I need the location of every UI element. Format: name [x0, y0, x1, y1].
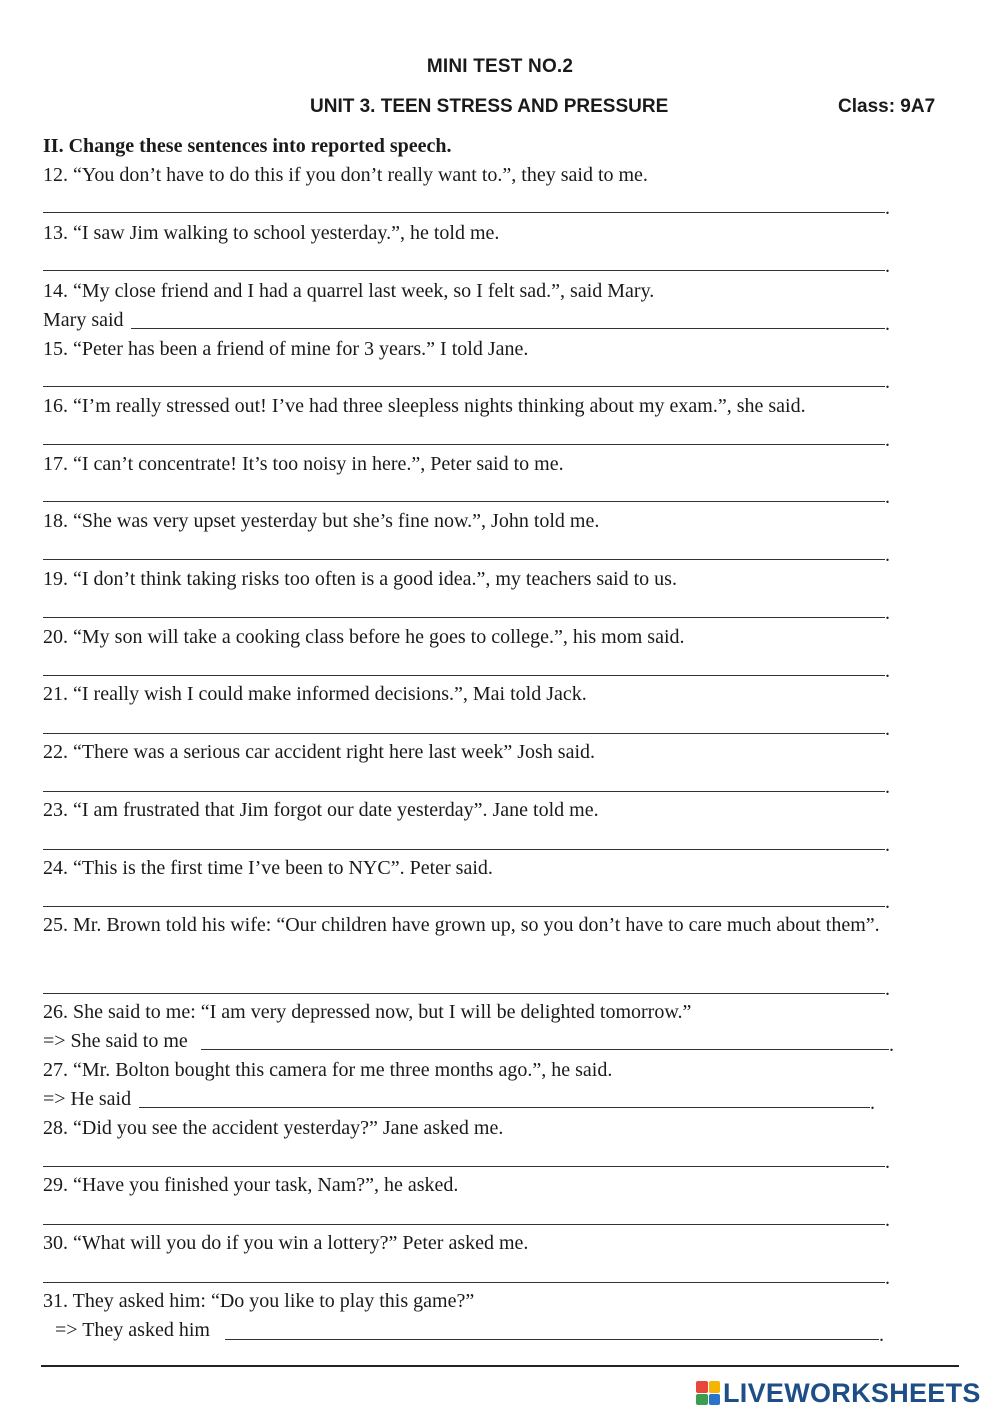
answer-period: . [889, 1034, 894, 1056]
answer-line-26[interactable] [201, 1049, 889, 1050]
footer-divider [41, 1365, 959, 1367]
question-26: 26. She said to me: “I am very depressed now, but I will be delighted tomorrow.” [43, 1001, 692, 1023]
question-24: 24. “This is the first time I’ve been to NYC”. Peter said. [43, 857, 493, 879]
logo-square-blue [709, 1394, 721, 1406]
question-25: 25. Mr. Brown told his wife: “Our children have grown up, so you don’t have to care much about them”. [43, 914, 880, 936]
answer-line-31[interactable] [225, 1339, 879, 1340]
question-13: 13. “I saw Jim walking to school yesterday.”, he told me. [43, 222, 500, 244]
unit-title: UNIT 3. TEEN STRESS AND PRESSURE [310, 96, 669, 117]
answer-line-28[interactable] [43, 1166, 885, 1167]
answer-period: . [885, 1151, 890, 1173]
answer-line-15[interactable] [43, 386, 885, 387]
answer-line-23[interactable] [43, 849, 885, 850]
question-21: 21. “I really wish I could make informed decisions.”, Mai told Jack. [43, 683, 587, 705]
question-20: 20. “My son will take a cooking class before he goes to college.”, his mom said. [43, 626, 685, 648]
question-18: 18. “She was very upset yesterday but she’s fine now.”, John told me. [43, 510, 600, 532]
answer-period: . [885, 776, 890, 798]
logo-square-red [696, 1381, 708, 1393]
answer-period: . [885, 371, 890, 393]
question-30: 30. “What will you do if you win a lottery?” Peter asked me. [43, 1232, 529, 1254]
answer-period: . [885, 313, 890, 335]
answer-period: . [885, 255, 890, 277]
answer-line-21[interactable] [43, 733, 885, 734]
question-15: 15. “Peter has been a friend of mine for 3 years.” I told Jane. [43, 338, 529, 360]
question-31: 31. They asked him: “Do you like to play this game?” [43, 1290, 475, 1312]
answer-period: . [870, 1092, 875, 1114]
answer-line-25[interactable] [43, 993, 885, 994]
answer-period: . [885, 891, 890, 913]
liveworksheets-logo[interactable] [696, 1378, 981, 1408]
answer-period: . [885, 197, 890, 219]
question-23: 23. “I am frustrated that Jim forgot our date yesterday”. Jane told me. [43, 799, 599, 821]
answer-period: . [885, 660, 890, 682]
page-title: MINI TEST NO.2 [426, 56, 574, 77]
answer-line-29[interactable] [43, 1224, 885, 1225]
section-heading: II. Change these sentences into reported speech. [43, 135, 452, 157]
question-19: 19. “I don’t think taking risks too often is a good idea.”, my teachers said to us. [43, 568, 677, 590]
answer-line-18[interactable] [43, 559, 885, 560]
answer-period: . [885, 834, 890, 856]
answer-period: . [885, 1267, 890, 1289]
question-14: 14. “My close friend and I had a quarrel last week, so I felt sad.”, said Mary. [43, 280, 655, 302]
question-17: 17. “I can’t concentrate! It’s too noisy in here.”, Peter said to me. [43, 453, 564, 475]
logo-square-green [696, 1394, 708, 1406]
answer-period: . [885, 544, 890, 566]
answer-line-16[interactable] [43, 444, 885, 445]
answer-line-14[interactable] [131, 328, 885, 329]
answer-line-17[interactable] [43, 501, 885, 502]
question-29: 29. “Have you finished your task, Nam?”, he asked. [43, 1174, 459, 1196]
question-16: 16. “I’m really stressed out! I’ve had three sleepless nights thinking about my exam.”, she said. [43, 395, 806, 417]
liveworksheets-logo-icon [696, 1381, 720, 1405]
question-27: 27. “Mr. Bolton bought this camera for me three months ago.”, he said. [43, 1059, 613, 1081]
answer-line-27[interactable] [139, 1107, 870, 1108]
answer-prefix-27: => He said [43, 1088, 132, 1110]
answer-period: . [885, 486, 890, 508]
answer-prefix-26: => She said to me [43, 1030, 188, 1052]
question-12: 12. “You don’t have to do this if you don’t really want to.”, they said to me. [43, 164, 648, 186]
brand-name: LIVEWORKSHEETS [723, 1377, 981, 1408]
answer-period: . [885, 718, 890, 740]
question-28: 28. “Did you see the accident yesterday?” Jane asked me. [43, 1117, 504, 1139]
answer-period: . [885, 602, 890, 624]
answer-line-20[interactable] [43, 675, 885, 676]
answer-line-30[interactable] [43, 1282, 885, 1283]
answer-period: . [879, 1324, 884, 1346]
answer-period: . [885, 1209, 890, 1231]
class-label: Class: 9A7 [838, 96, 936, 117]
answer-line-22[interactable] [43, 791, 885, 792]
logo-square-yellow [709, 1381, 721, 1393]
answer-prefix-31: => They asked him [55, 1319, 210, 1341]
answer-line-12[interactable] [43, 212, 885, 213]
answer-period: . [885, 978, 890, 1000]
question-22: 22. “There was a serious car accident right here last week” Josh said. [43, 741, 596, 763]
answer-prefix-14: Mary said [43, 309, 124, 331]
answer-line-13[interactable] [43, 270, 885, 271]
answer-line-19[interactable] [43, 617, 885, 618]
answer-period: . [885, 429, 890, 451]
answer-line-24[interactable] [43, 906, 885, 907]
